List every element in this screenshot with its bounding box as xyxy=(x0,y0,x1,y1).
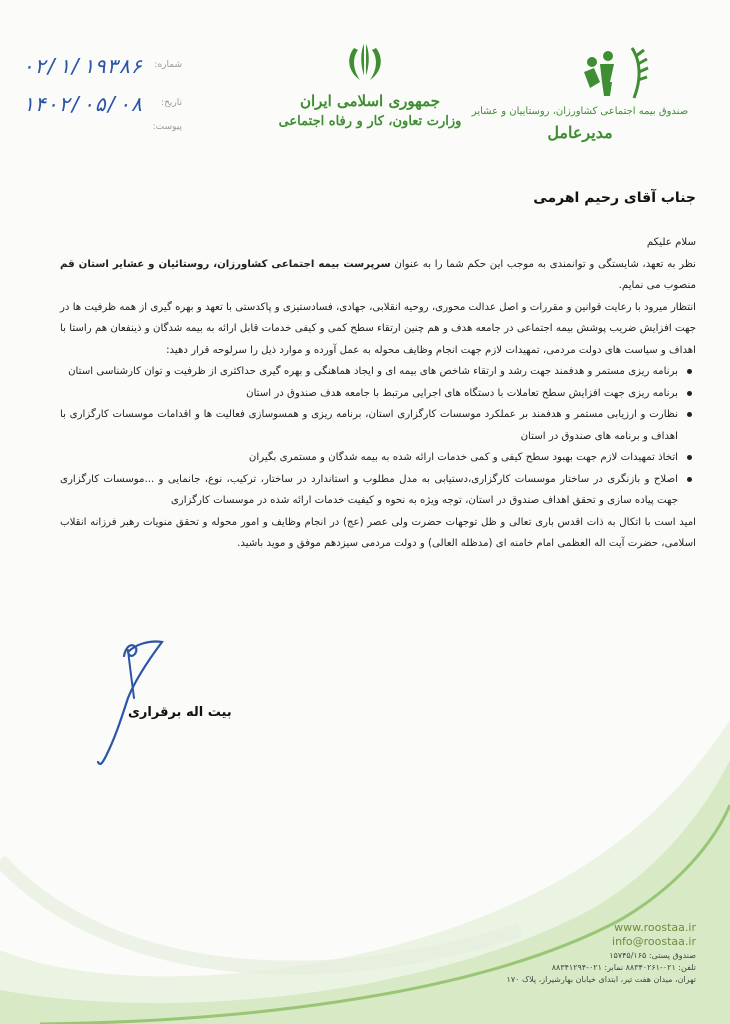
appointment-paragraph xyxy=(60,254,696,297)
letter-date-label: تاریخ: xyxy=(161,98,182,108)
meta-date-row xyxy=(22,94,182,118)
phone-numbers: تلفن: ۰۲۱-۸۸۳۴۰۲۶۱ نمابر: ۰۲۱-۸۸۳۴۱۲۹۴ xyxy=(551,963,696,972)
duties-list xyxy=(60,361,696,512)
list-item: برنامه ریزی مستمر و هدفمند جهت رشد و ارتقاء شاخص های بیمه ای و ایجاد هماهنگی و بهره گیری حداکثری از ظرفیت و توان کارشناسی استان xyxy=(60,361,678,383)
meta-attachment-row xyxy=(22,118,182,142)
letter-footer xyxy=(470,921,696,984)
list-item: نظارت و ارزیابی مستمر و هدفمند بر عملکرد موسسات کارگزاری استان، برنامه ریزی و همسوسازی فعالیت ها و اقدامات موسسات کارگزاری با اهداف و برنامه های صندوق در استان xyxy=(60,404,678,447)
letter-attachment-label: پیوست: xyxy=(152,122,182,132)
closing-paragraph: امید است با اتکال به ذات اقدس باری تعالی و ظل توجهات حضرت ولی عصر (عج) در انجام وظایف و امور محوله و تحقق منویات رهبر فرزانه انقلاب اسلامی، حضرت آیت اله العظمی امام خامنه ای (مدظله العالی) و دولت مردمی سیزدهم موفق و موید باشید. xyxy=(60,516,696,549)
letter-meta xyxy=(22,56,182,142)
email-link[interactable]: info@roostaa.ir xyxy=(612,935,696,948)
website-link[interactable]: www.roostaa.ir xyxy=(614,921,696,934)
list-item: برنامه ریزی جهت افزایش سطح تعاملات با دستگاه های اجرایی مرتبط با جامعه هدف صندوق در استان xyxy=(60,383,678,405)
ministry-title: وزارت تعاون، کار و رفاه اجتماعی xyxy=(278,114,462,129)
letter-number-label: شماره: xyxy=(154,60,182,70)
letter-date: ۱۴۰۲/۰۵/۰۸ xyxy=(22,92,143,116)
list-item: اتخاذ تمهیدات لازم جهت بهبود سطح کیفی و کمی خدمات ارائه شده به بیمه شدگان و مستمری بگیران xyxy=(60,447,678,469)
fund-header xyxy=(470,106,690,142)
appointment-outro: منصوب می نمایم. xyxy=(618,280,696,291)
fund-name: صندوق بیمه اجتماعی کشاورزان، روستاییان و عشایر xyxy=(471,106,689,117)
republic-title: جمهوری اسلامی ایران xyxy=(299,92,441,110)
address: تهران، میدان هفت تیر، ابتدای خیابان بهارشیراز، پلاک ۱۷۰ xyxy=(506,975,696,984)
list-item: اصلاح و بازنگری در ساختار موسسات کارگزاری،دستیابی به مدل مطلوب و استاندارد در ساختار، ترکیب، نوع، جانمایی و ...موسسات کارگزاری جهت پیاده سازی و تحقق اهداف صندوق در استان، توجه ویژه به نحوه و کیفیت خدمات ارائه شده در موسسات کارگزاری xyxy=(60,469,678,512)
fund-logo-icon xyxy=(562,38,662,108)
signer-name: بیت اله برقراری xyxy=(128,705,232,720)
expectations-paragraph: انتظار میرود با رعایت قوانین و مقررات و اصل عدالت محوری، روحیه انقلابی، جهادی، فسادستیزی و پاکدستی با تعهد و بهره گیری از همه ظرفیت ها در جهت افزایش ضریب پوشش بیمه اجتماعی در جامعه هدف و هم چنین ارتقاء سطح کمی و کیفی خدمات قابل ارائه به بیمه شدگان و ذینفعان هم راستا با اهداف و سیاست های دولت مردمی، تمهیدات لازم جهت انجام وظایف محوله به عمل آورده و موارد ذیل را سرلوحه قرار دهید: xyxy=(60,301,696,356)
appointment-position: سرپرست بیمه اجتماعی کشاورزان، روستائیان و عشایر استان قم xyxy=(60,258,391,270)
greeting: سلام علیکم xyxy=(646,237,696,248)
po-box: صندوق پستی: ۱۵۷۴۵/۱۶۵ xyxy=(609,951,696,960)
ceo-title: مدیرعامل xyxy=(547,123,613,142)
iran-emblem-icon xyxy=(340,38,390,84)
meta-number-row xyxy=(22,56,182,80)
handwritten-signature xyxy=(80,638,180,768)
recipient-name: جناب آقای رحیم اهرمی xyxy=(533,190,696,206)
letter-number: ۰۲/۱/۱۹۳۸۶ xyxy=(22,54,143,78)
appointment-intro: نظر به تعهد، شایستگی و توانمندی به موجب این حکم شما را به عنوان xyxy=(390,258,696,270)
letter-body xyxy=(60,232,696,555)
government-header xyxy=(250,92,490,129)
